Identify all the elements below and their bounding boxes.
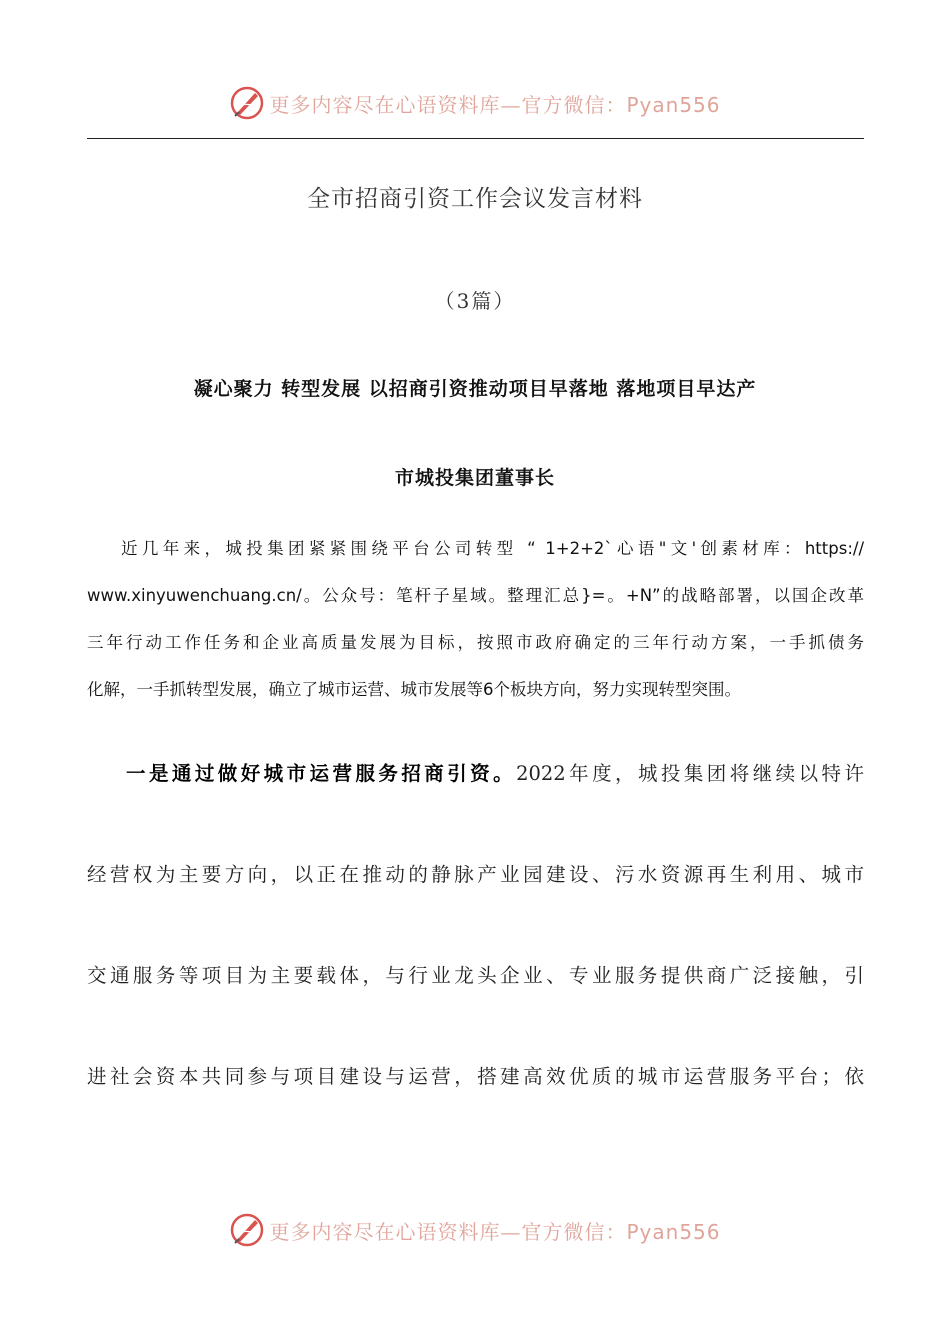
section-line: 进社会资本共同参与项目建设与运营，搭建高效优质的城市运营服务平台；依 <box>87 1065 864 1088</box>
speech-author: 市城投集团董事长 <box>394 467 555 489</box>
section-first-line <box>87 756 864 857</box>
footer-banner <box>0 1207 950 1253</box>
speech-subtitle: 凝心聚力 转型发展 以招商引资推动项目早落地 落地项目早达产 <box>193 378 757 400</box>
section-first-text: 2022年度，城投集团将继续以特许 <box>516 762 864 785</box>
document-title: 全市招商引资工作会议发言材料 <box>307 186 643 212</box>
header-banner <box>0 80 950 126</box>
intro-paragraph <box>87 531 864 719</box>
intro-line: 三年行动工作任务和企业高质量发展为目标，按照市政府确定的三年行动方案，一手抓债务 <box>87 633 864 652</box>
banner-text: 更多内容尽在心语资料库—官方微信：Pyan556 <box>269 92 721 117</box>
wechat-id: Pyan556 <box>626 92 721 117</box>
section-paragraph <box>87 756 864 1160</box>
header-rule <box>87 138 864 139</box>
wechat-id: Pyan556 <box>626 1219 721 1244</box>
intro-line: www.xinyuwenchuang.cn/。公众号：笔杆子星域。整理汇总}=。+N”的战略部署，以国企改革 <box>87 586 864 605</box>
section-line: 交通服务等项目为主要载体，与行业龙头企业、专业服务提供商广泛接触，引 <box>87 964 864 987</box>
intro-line: 近几年来，城投集团紧紧围绕平台公司转型 “ 1+2+2`心语"文'创素材库：https:// <box>121 539 864 558</box>
banner-text: 更多内容尽在心语资料库—官方微信：Pyan556 <box>269 1219 721 1244</box>
section-line: 经营权为主要方向，以正在推动的静脉产业园建设、污水资源再生利用、城市 <box>87 863 864 886</box>
quill-logo-icon <box>229 1212 265 1248</box>
section-lead: 一是通过做好城市运营服务招商引资。 <box>126 762 517 785</box>
quill-logo-icon <box>229 85 265 121</box>
document-count: （3篇） <box>434 289 516 313</box>
intro-line: 化解，一手抓转型发展，确立了城市运营、城市发展等6个板块方向，努力实现转型突围。 <box>87 680 741 699</box>
